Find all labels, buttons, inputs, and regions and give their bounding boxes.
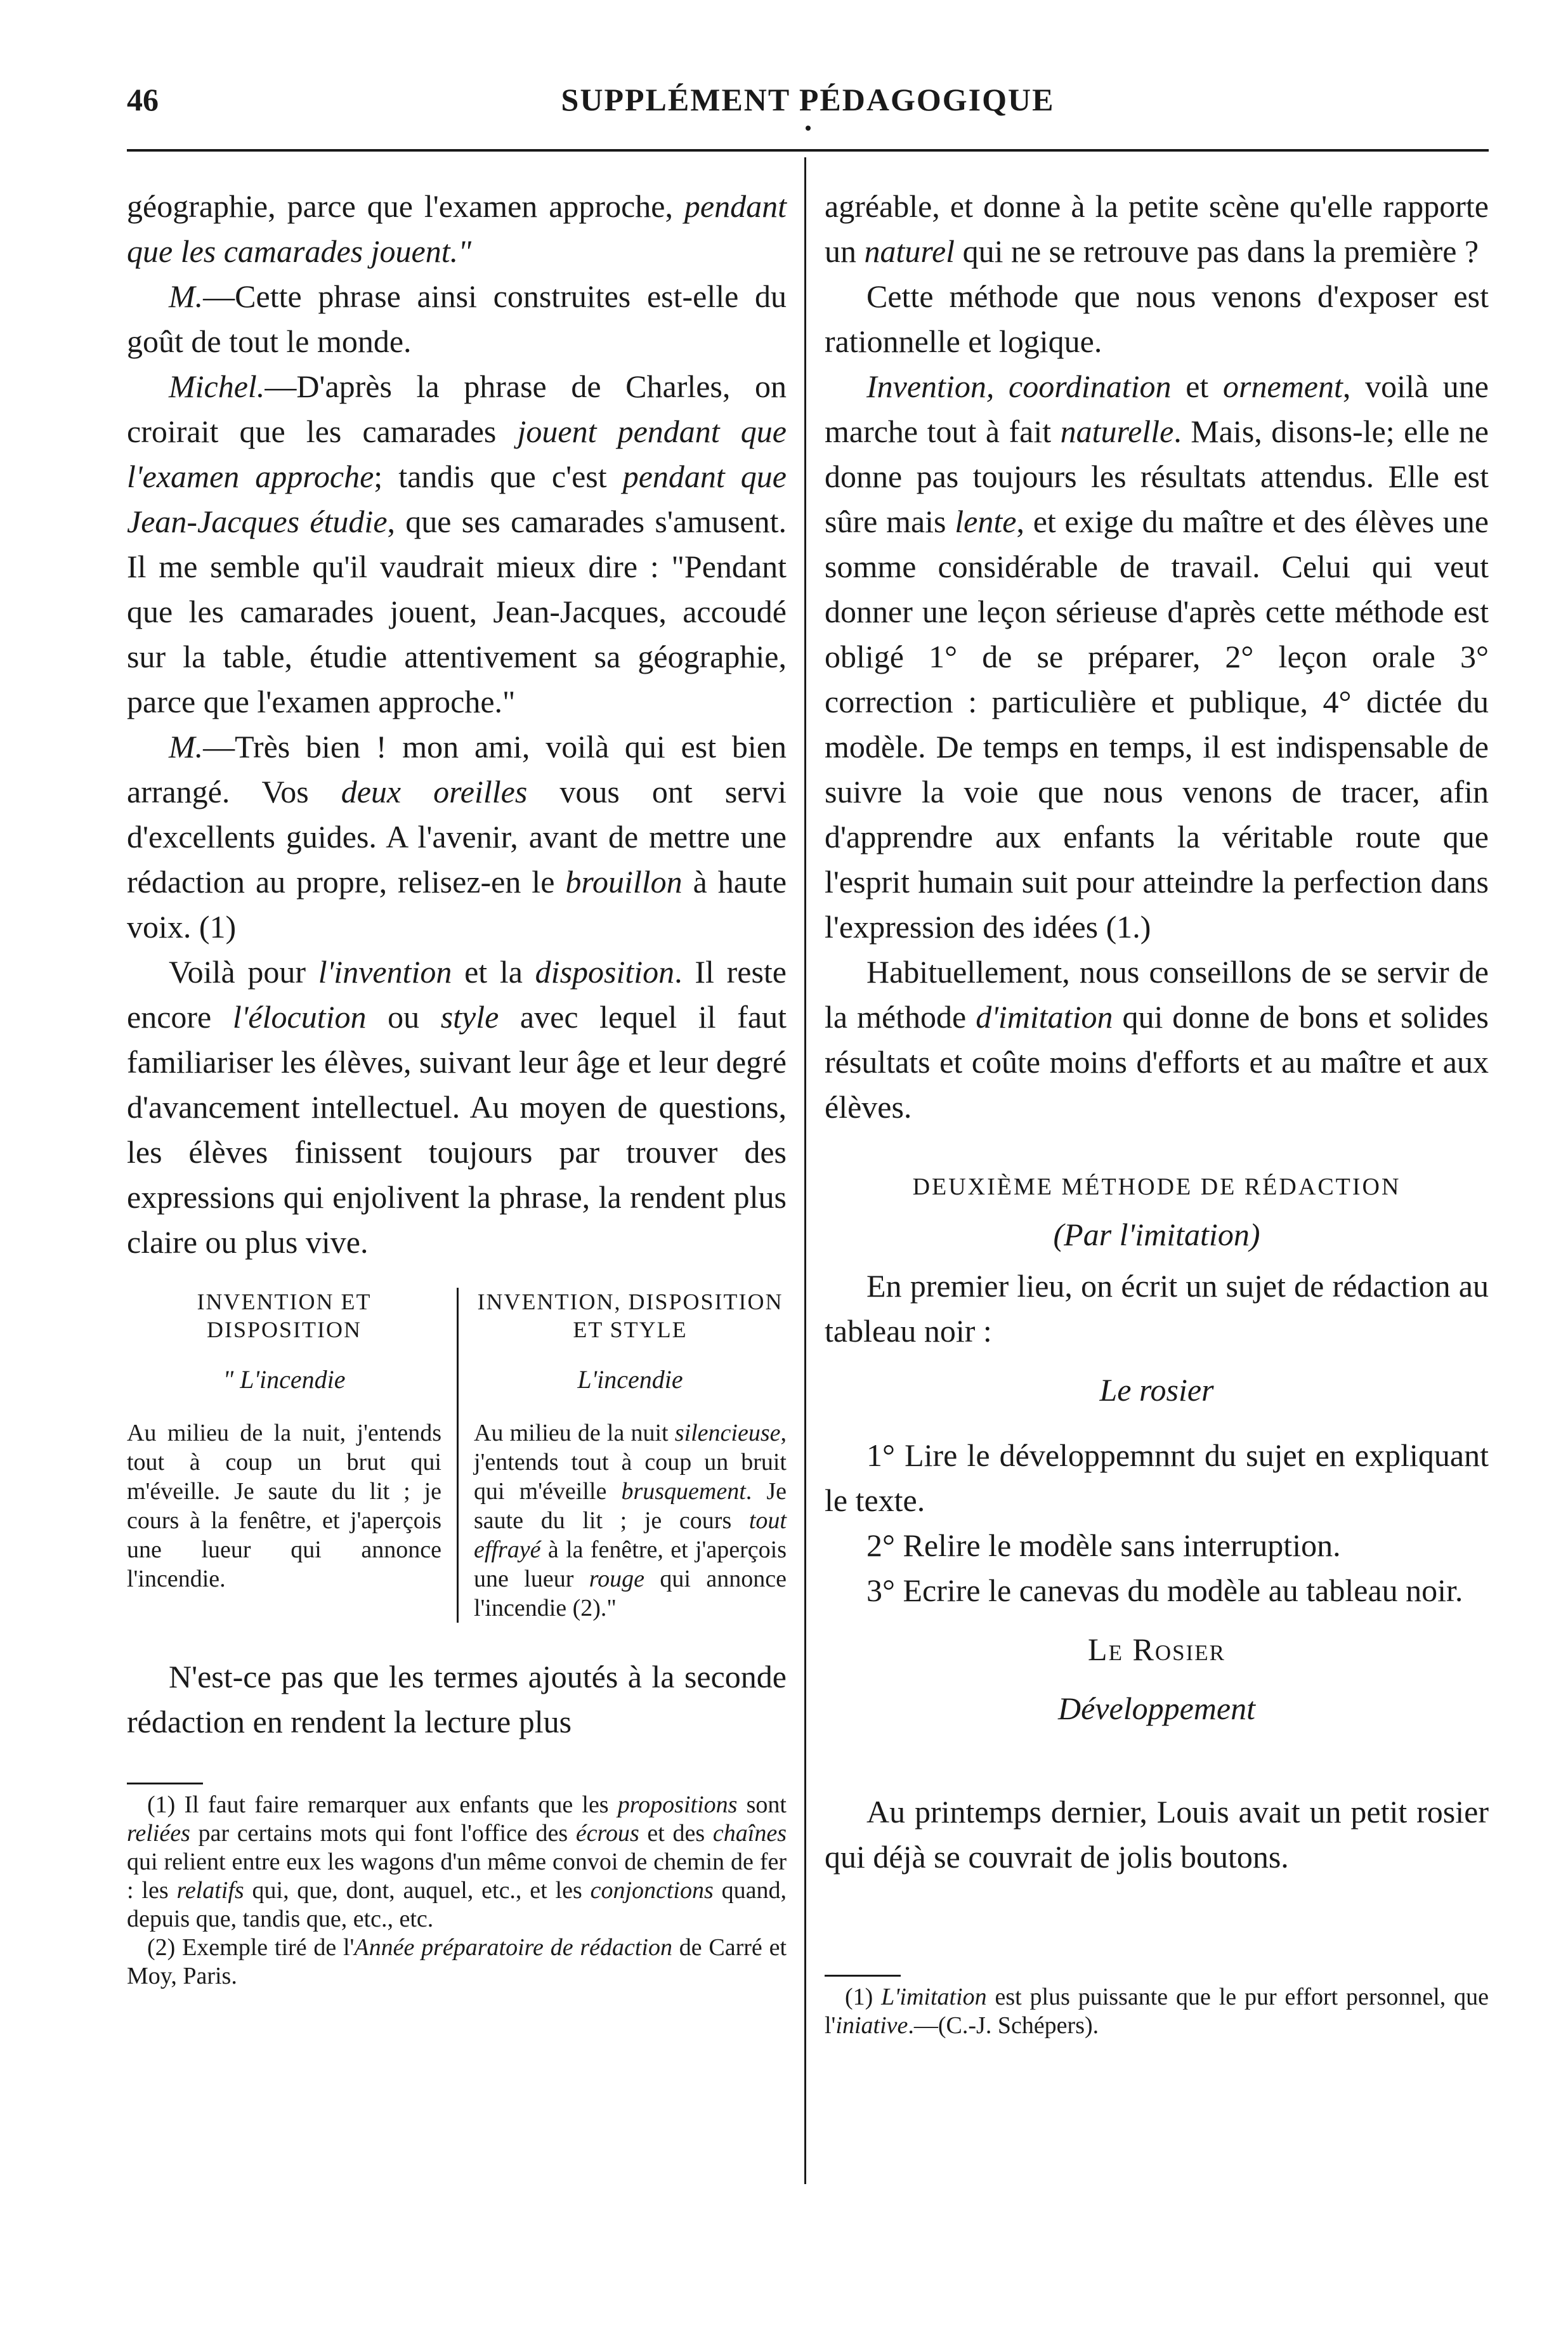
paragraph: Cette méthode que nous venons d'exposer est rationnelle et logique. <box>825 278 1489 359</box>
column-divider <box>804 157 806 2184</box>
spacer <box>825 1751 1489 1790</box>
speaker: M. <box>169 729 204 764</box>
paragraph: En premier lieu, on écrit un sujet de rédaction au tableau noir : <box>825 1268 1489 1349</box>
step-item: 1° Lire le développemnnt du sujet en expliquant le texte. <box>825 1437 1489 1518</box>
footnote: (1) Il faut faire remarquer aux enfants que les propositions sont reliées par certains mots qui font l'office des écrous et des chaînes qui relient entre eux les wagons d'un même convoi de chemin de fer : les relatifs qui, que, dont, auquel, etc., et les conjonctions quand, depuis que, tandis que, etc., etc. <box>127 1791 787 1932</box>
paragraph: Voilà pour l'invention et la disposition. Il reste encore l'élocution ou style avec lequel il faut familiariser les élèves, suivant leur âge et leur degré d'avancement intellectuel. Au moyen de questions, les élèves finissent toujours par trouver des expressions qui enjolivent la phrase, la rendent plus claire ou plus vive. <box>127 954 787 1260</box>
example-version-2 <box>457 1288 787 1623</box>
header-rule <box>127 149 1489 152</box>
speaker: Michel. <box>169 369 265 404</box>
example-heading: INVENTION ET DISPOSITION <box>197 1289 372 1342</box>
example-title: " L'incendie <box>223 1365 346 1394</box>
paragraph: Invention, coordination et ornement, voilà une marche tout à fait naturelle. Mais, disons-le; elle ne donne pas toujours les résultats attendus. Elle est sûre mais lente, et exige du maître et des élèves une somme considérable de travail. Celui qui veut donner une leçon sérieuse d'après cette méthode est obligé 1° de se préparer, 2° leçon orale 3° correction : particulière et publique, 4° dictée du modèle. De temps en temps, il est indispensable de suivre la voie que nous venons de tracer, afin d'apprendre aux enfants la véritable route que l'esprit humain suit pour atteindre la perfection dans l'expression des idées (1.) <box>825 369 1489 945</box>
paragraph: agréable, et donne à la petite scène qu'elle rapporte un naturel qui ne se retrouve pas dans la première ? <box>825 188 1489 269</box>
footnote: (1) L'imitation est plus puissante que le pur effort personnel, que l'iniative.—(C.-J. Schépers). <box>825 1984 1489 2039</box>
page-number: 46 <box>127 82 159 117</box>
step-item: 2° Relire le modèle sans interruption. <box>866 1528 1341 1563</box>
footnote: (2) Exemple tiré de l'Année préparatoire de rédaction de Carré et Moy, Paris. <box>127 1934 787 1989</box>
paragraph: Michel.—D'après la phrase de Charles, on croirait que les camarades jouent pendant que l'examen approche; tandis que c'est pendant que Jean-Jacques étudie, que ses camarades s'amusent. Il me semble qu'il vaudrait mieux dire : "Pendant que les camarades jouent, Jean-Jacques, accoudé sur la table, étudie attentivement sa géographie, parce que l'examen approche." <box>127 369 787 719</box>
topic-title: Le rosier <box>1099 1372 1214 1408</box>
page-header <box>127 81 1489 132</box>
section-heading: DEUXIÈME MÉTHODE DE RÉDACTION <box>912 1174 1401 1200</box>
paragraph: Au printemps dernier, Louis avait un petit rosier qui déjà se couvrait de jolis boutons. <box>825 1794 1489 1875</box>
header-ornament <box>806 126 811 131</box>
running-title: SUPPLÉMENT PÉDAGOGIQUE <box>561 82 1055 117</box>
section-subheading: (Par l'imitation) <box>1053 1217 1260 1252</box>
footnotes <box>825 1983 1489 2040</box>
paragraph: N'est-ce pas que les termes ajoutés à la seconde rédaction en rendent la lecture plus <box>127 1659 787 1739</box>
paragraph: M.—Cette phrase ainsi construites est-elle du goût de tout le monde. <box>127 278 787 359</box>
example-version-1 <box>127 1288 457 1623</box>
step-item: 3° Ecrire le canevas du modèle au tableau noir. <box>866 1573 1463 1608</box>
example-heading: INVENTION, DISPOSITION ET STYLE <box>477 1289 783 1342</box>
footnote-rule <box>825 1975 901 1977</box>
footnotes <box>127 1791 787 1991</box>
paragraph: Habituellement, nous conseillons de se servir de la méthode d'imitation qui donne de bons et solides résultats et coûte moins d'efforts et au maître et aux élèves. <box>825 954 1489 1125</box>
paragraph: M.—Très bien ! mon ami, voilà qui est bien arrangé. Vos deux oreilles vous ont servi d'excellents guides. A l'avenir, avant de mettre une rédaction au propre, relisez-en le brouillon à haute voix. (1) <box>127 729 787 945</box>
example-title: L'incendie <box>577 1365 683 1394</box>
comparison-example <box>127 1288 787 1623</box>
paragraph: géographie, parce que l'examen approche, pendant que les camarades jouent." <box>127 188 787 269</box>
footnote-rule <box>127 1783 203 1784</box>
model-title: Le Rosier <box>1088 1632 1225 1667</box>
left-column <box>127 184 787 1991</box>
right-column <box>825 184 1489 2040</box>
speaker: M. <box>169 278 204 314</box>
model-subtitle: Développement <box>1058 1691 1255 1726</box>
example-text: Au milieu de la nuit, j'entends tout à coup un brut qui m'éveille. Je saute du lit ; je cours à la fenêtre, et j'aperçois une lueur qui annonce l'incendie. <box>127 1420 441 1592</box>
example-text: Au milieu de la nuit silencieuse, j'entends tout à coup un bruit qui m'éveille brusquement. Je saute du lit ; je cours tout effrayé à la fenêtre, et j'aperçois une lueur rouge qui annonce l'incendie (2)." <box>474 1420 787 1621</box>
